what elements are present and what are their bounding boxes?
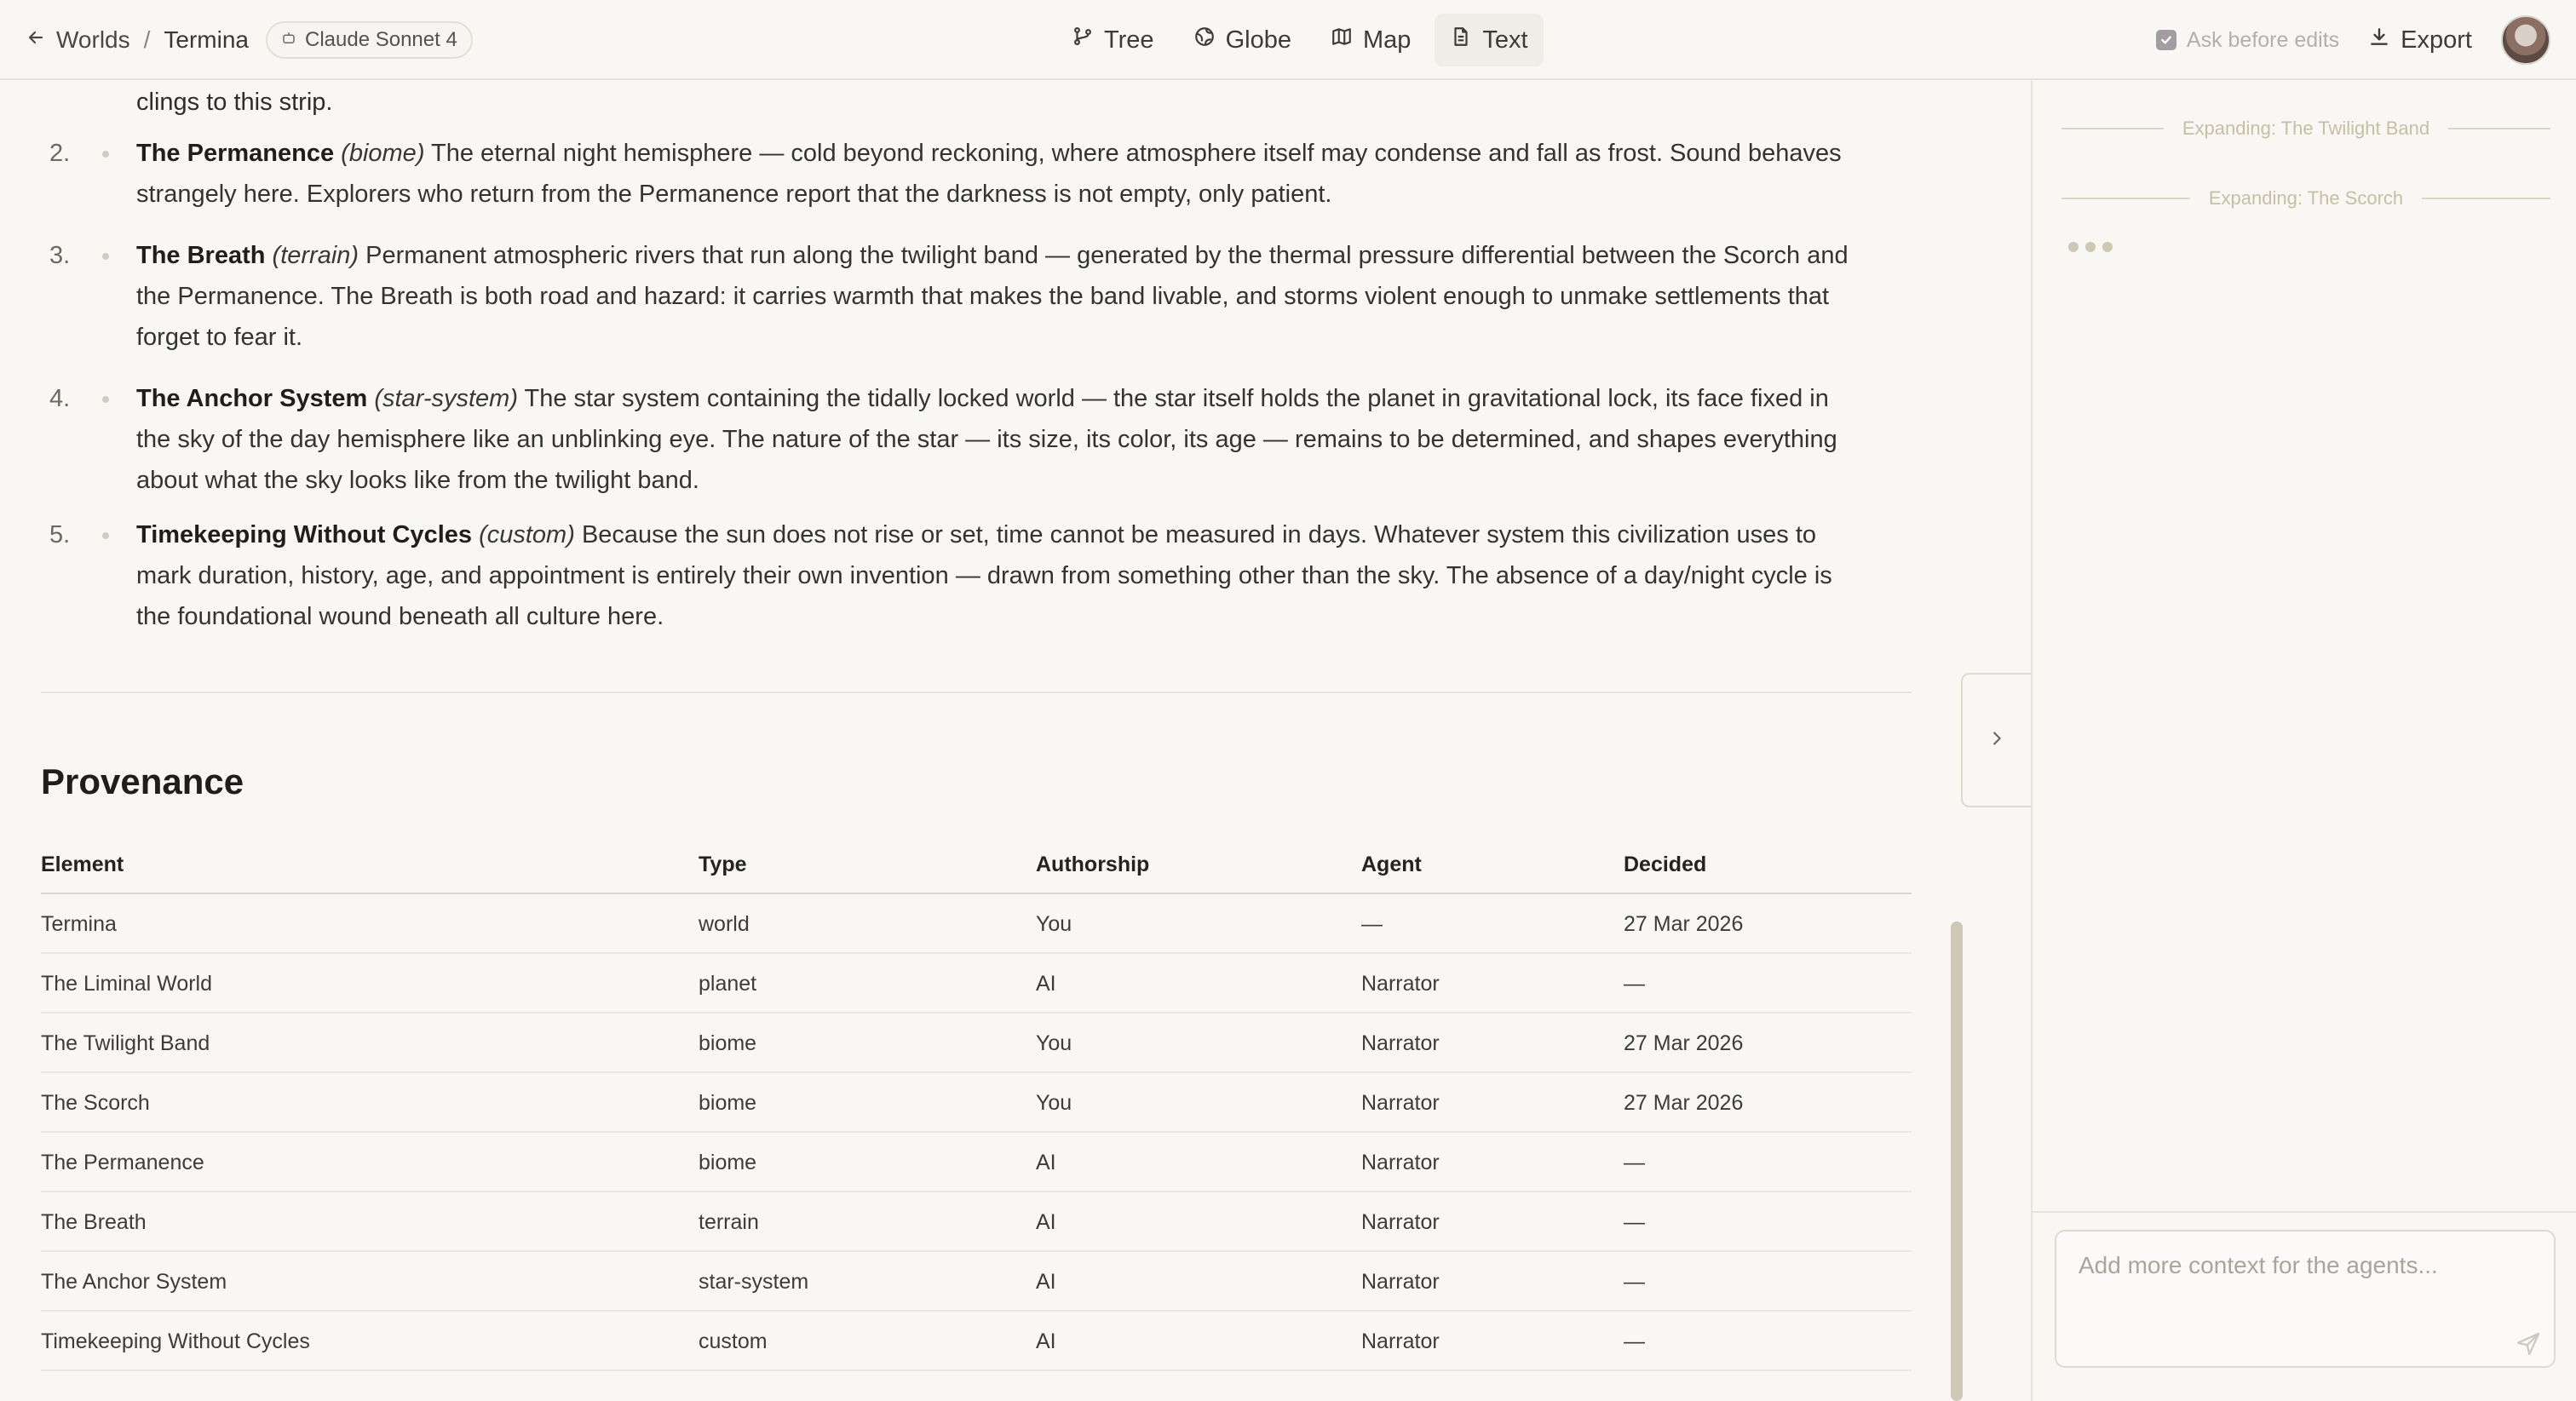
table-cell: Narrator — [1361, 1150, 1440, 1174]
table-cell: The Twilight Band — [41, 1031, 210, 1055]
agent-phase-label: Expanding: The Twilight Band — [2182, 118, 2430, 139]
table-cell: AI — [1036, 1269, 1056, 1294]
table-cell: Narrator — [1361, 971, 1440, 996]
table-cell: — — [1624, 1269, 1645, 1294]
list-item-number: 4. — [49, 385, 71, 412]
table-cell: Termina — [41, 911, 117, 936]
provenance-table — [41, 835, 1912, 1371]
column-header: Decided — [1624, 852, 1707, 876]
column-header: Authorship — [1036, 852, 1150, 876]
agent-phase-divider — [2061, 186, 2550, 211]
divider-line — [2061, 198, 2190, 199]
list-item-text — [136, 235, 1917, 358]
table-body — [41, 894, 1912, 1371]
document-icon — [1450, 26, 1472, 55]
globe-icon — [1193, 26, 1216, 55]
bullet-dot — [102, 151, 109, 158]
element-name: The Anchor System — [136, 385, 368, 412]
list-item-text — [136, 514, 1917, 637]
send-icon[interactable] — [2515, 1330, 2542, 1358]
table-cell: The Scorch — [41, 1090, 150, 1115]
column-header: Agent — [1361, 852, 1422, 876]
element-type: (biome) — [341, 140, 425, 167]
table-cell: — — [1624, 971, 1645, 996]
export-label: Export — [2401, 26, 2472, 54]
table-cell: The Anchor System — [41, 1269, 227, 1294]
table-cell: Narrator — [1361, 1269, 1440, 1294]
composer-divider — [2033, 1211, 2576, 1213]
provenance-heading: Provenance — [41, 761, 244, 801]
table-cell: biome — [699, 1090, 757, 1115]
description-line: the Permanence. The Breath is both road and hazard: it carries warmth that makes the band livable, and storms violent enough to unmake settlements that — [136, 283, 1830, 310]
agent-phase-divider — [2061, 116, 2550, 141]
table-cell: Narrator — [1361, 1090, 1440, 1115]
typing-indicator-icon — [2068, 242, 2113, 252]
breadcrumb-world-name: Termina — [164, 26, 249, 53]
table-cell: planet — [699, 971, 757, 996]
model-name: Claude Sonnet 4 — [305, 28, 457, 51]
divider-line — [2422, 198, 2550, 199]
back-to-worlds-link[interactable] — [26, 26, 130, 54]
scrollbar[interactable] — [1951, 922, 1963, 1401]
toggle-panel-button[interactable] — [1961, 673, 2031, 807]
table-cell: The Breath — [41, 1209, 147, 1234]
table-cell: — — [1624, 1150, 1645, 1174]
table-cell: Narrator — [1361, 1209, 1440, 1234]
tab-tree-label: Tree — [1104, 26, 1154, 54]
description-line: The star system containing the tidally locked world — the star itself holds the planet in gravitational lock, its face fixed in — [524, 385, 1829, 412]
table-row[interactable] — [41, 1252, 1912, 1312]
table-cell: Narrator — [1361, 1031, 1440, 1055]
tab-globe-label: Globe — [1225, 26, 1291, 54]
agent-phase-label: Expanding: The Scorch — [2208, 187, 2404, 209]
divider-line — [2061, 128, 2164, 129]
element-name: The Breath — [136, 242, 266, 269]
description-line: the foundational wound beneath all culture here. — [136, 603, 664, 630]
tab-map[interactable] — [1315, 14, 1426, 66]
ask-before-edits-label: Ask before edits — [2186, 27, 2340, 52]
tab-tree[interactable] — [1056, 14, 1170, 66]
table-cell: The Permanence — [41, 1150, 204, 1174]
description-line: forget to fear it. — [136, 324, 303, 351]
list-item-number: 2. — [49, 140, 71, 167]
agent-panel — [2031, 80, 2576, 1401]
tab-text-label: Text — [1482, 26, 1528, 54]
map-icon — [1331, 26, 1353, 55]
list-item-number: 3. — [49, 242, 71, 269]
bot-icon — [281, 28, 296, 52]
table-cell: The Liminal World — [41, 971, 213, 996]
list-item-number: 5. — [49, 521, 71, 548]
tab-map-label: Map — [1362, 26, 1412, 54]
table-cell: — — [1624, 1329, 1645, 1353]
table-cell: Timekeeping Without Cycles — [41, 1329, 310, 1353]
table-row[interactable] — [41, 1192, 1912, 1252]
user-avatar[interactable] — [2501, 15, 2550, 65]
table-cell: 27 Mar 2026 — [1624, 1090, 1744, 1115]
tab-globe[interactable] — [1178, 14, 1307, 66]
element-name: Timekeeping Without Cycles — [136, 521, 473, 548]
header-tools — [2156, 14, 2550, 66]
description-line: mark duration, history, age, and appointment is entirely their own invention — drawn from something other than the sky. The absence of a day/night cycle is — [136, 562, 1832, 589]
model-chip[interactable] — [266, 21, 473, 59]
bullet-dot — [102, 532, 109, 539]
clipped-paragraph-line: clings to this strip. — [136, 89, 333, 116]
bullet-dot — [102, 396, 109, 403]
table-cell: AI — [1036, 1209, 1056, 1234]
element-type: (star-system) — [374, 385, 518, 412]
section-divider — [41, 692, 1912, 693]
table-row[interactable] — [41, 1013, 1912, 1073]
list-item-text — [136, 378, 1917, 501]
description-line: Because the sun does not rise or set, time cannot be measured in days. Whatever system this civilization uses to — [581, 521, 1817, 548]
table-cell: biome — [699, 1150, 757, 1174]
table-cell: — — [1361, 911, 1383, 936]
table-row[interactable] — [41, 954, 1912, 1013]
column-header: Type — [699, 852, 747, 876]
element-type: (custom) — [479, 521, 575, 548]
checkbox-checked-icon[interactable] — [2156, 30, 2176, 50]
description-line: Permanent atmospheric rivers that run along the twilight band — generated by the thermal pressure differential between the Scorch and — [365, 242, 1849, 269]
top-bar — [0, 0, 2576, 80]
download-icon — [2368, 26, 2390, 55]
export-button[interactable] — [2368, 26, 2472, 55]
breadcrumb — [26, 20, 473, 60]
table-header — [41, 835, 1912, 894]
table-cell: Narrator — [1361, 1329, 1440, 1353]
view-tabs — [1056, 14, 1544, 66]
table-cell: star-system — [699, 1269, 809, 1294]
list-item-text — [136, 133, 1917, 215]
agent-context-input[interactable] — [2058, 1233, 2552, 1364]
table-row[interactable] — [41, 1133, 1912, 1192]
table-cell: You — [1036, 1031, 1072, 1055]
table-row[interactable] — [41, 1073, 1912, 1133]
table-cell: 27 Mar 2026 — [1624, 911, 1744, 936]
table-cell: 27 Mar 2026 — [1624, 1031, 1744, 1055]
table-row[interactable] — [41, 894, 1912, 954]
breadcrumb-separator: / — [143, 26, 151, 53]
description-line: strangely here. Explorers who return from the Permanence report that the darkness is not empty, only patient. — [136, 181, 1332, 208]
column-header: Element — [41, 852, 124, 876]
element-type: (terrain) — [272, 242, 359, 269]
table-cell: biome — [699, 1031, 757, 1055]
table-cell: You — [1036, 911, 1072, 936]
table-cell: terrain — [699, 1209, 759, 1234]
document-view — [0, 80, 2031, 1401]
table-row[interactable] — [41, 1312, 1912, 1371]
description-line: about what the sky looks like from the twilight band. — [136, 467, 699, 494]
divider-line — [2448, 128, 2550, 129]
branch-icon — [1072, 26, 1094, 55]
bullet-dot — [102, 253, 109, 260]
description-line: The eternal night hemisphere — cold beyond reckoning, where atmosphere itself may condense and fall as frost. Sound behaves — [431, 140, 1842, 167]
breadcrumb-worlds-label: Worlds — [56, 26, 130, 53]
arrow-left-icon — [26, 26, 46, 54]
table-cell: world — [699, 911, 750, 936]
table-cell: AI — [1036, 1329, 1056, 1353]
table-cell: AI — [1036, 1150, 1056, 1174]
table-cell: custom — [699, 1329, 768, 1353]
ask-before-edits-toggle[interactable] — [2156, 28, 2339, 53]
element-name: The Permanence — [136, 140, 335, 167]
chevron-right-icon — [1987, 729, 2006, 752]
agent-context-composer — [2055, 1230, 2556, 1368]
tab-text[interactable] — [1435, 14, 1543, 66]
description-line: the sky of the day hemisphere like an unblinking eye. The nature of the star — its size, its color, its age — remains to be determined, and shapes everything — [136, 426, 1837, 453]
table-cell: AI — [1036, 971, 1056, 996]
table-cell: — — [1624, 1209, 1645, 1234]
table-cell: You — [1036, 1090, 1072, 1115]
